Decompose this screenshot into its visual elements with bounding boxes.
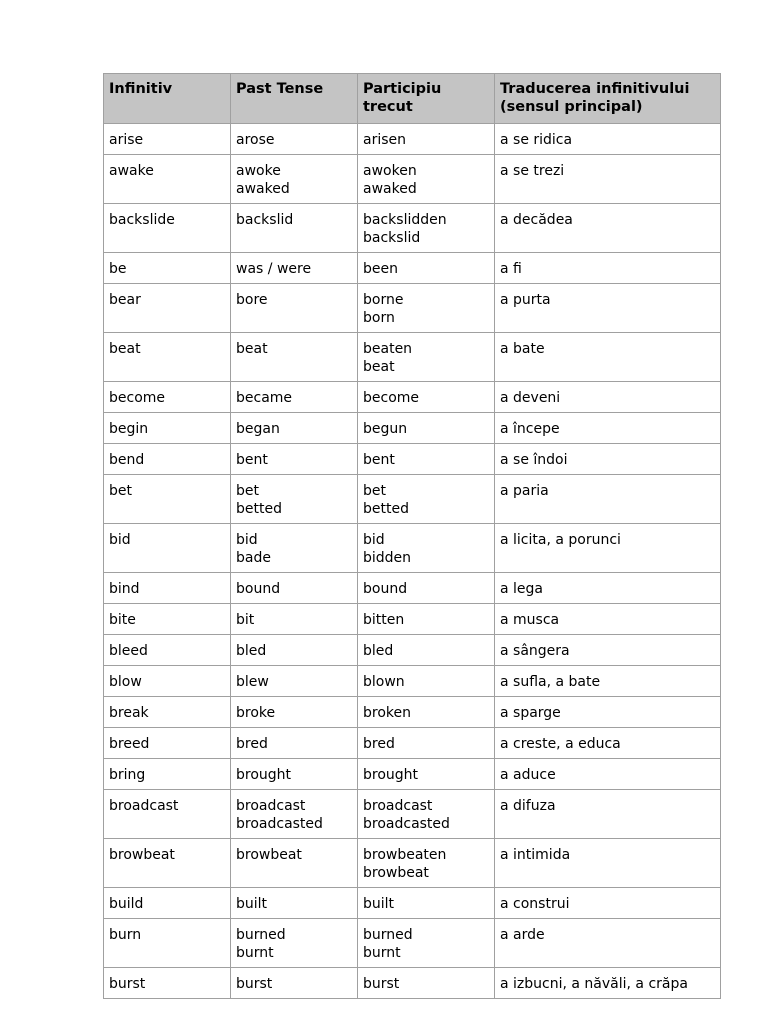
cell-text: blown [363,674,405,690]
cell-past-tense [231,204,358,253]
cell-text: a intimida [500,847,571,863]
cell-text: burn [109,927,142,943]
cell-text: became [236,390,293,406]
cell-text: backslid [236,212,294,228]
cell-past-participle [358,635,495,666]
cell-text: become [109,390,166,406]
cell-text: bred [236,736,268,752]
cell-infinitive [104,919,231,968]
cell-text: a se trezi [500,163,565,179]
cell-text: awaked [236,181,290,197]
cell-text: bet [236,483,259,499]
cell-text: a sufla, a bate [500,674,601,690]
cell-past-participle [358,253,495,284]
cell-text: brought [236,767,292,783]
cell-past-participle [358,524,495,573]
cell-text: a aduce [500,767,556,783]
cell-infinitive [104,697,231,728]
cell-infinitive [104,666,231,697]
cell-text: burst [109,976,146,992]
cell-text: burned [363,927,413,943]
cell-text: blew [236,674,269,690]
cell-text: began [236,421,280,437]
cell-text: be [109,261,127,277]
table-row [104,204,720,253]
cell-infinitive [104,728,231,759]
cell-past-participle [358,124,495,155]
cell-text: beat [236,341,268,357]
cell-infinitive [104,635,231,666]
cell-text: bet [363,483,386,499]
column-header-past-tense [231,74,358,124]
cell-text: bet [109,483,132,499]
cell-text: bent [363,452,395,468]
cell-past-tense [231,697,358,728]
cell-text: become [363,390,420,406]
cell-text: a izbucni, a năvăli, a crăpa [500,976,688,992]
cell-text: bent [236,452,268,468]
cell-infinitive [104,475,231,524]
irregular-verbs-table [103,73,721,999]
cell-past-participle [358,728,495,759]
cell-past-participle [358,333,495,382]
cell-text: arisen [363,132,407,148]
cell-text: arise [109,132,144,148]
cell-text: burst [363,976,400,992]
cell-infinitive [104,204,231,253]
cell-text: bid [363,532,385,548]
cell-translation [495,444,720,475]
table-row [104,524,720,573]
cell-text: betted [363,501,409,517]
cell-text: built [236,896,268,912]
table-header [104,74,720,124]
cell-past-tense [231,604,358,635]
table-row [104,635,720,666]
cell-text: bound [236,581,281,597]
cell-text: a difuza [500,798,556,814]
cell-text: arose [236,132,275,148]
table-row [104,728,720,759]
cell-text: a lega [500,581,543,597]
cell-text: bear [109,292,141,308]
cell-text: awake [109,163,154,179]
table-row [104,413,720,444]
cell-past-tense [231,573,358,604]
column-header-past-participle [358,74,495,124]
cell-infinitive [104,968,231,998]
column-header-infinitive [104,74,231,124]
cell-text: a paria [500,483,549,499]
cell-text: brought [363,767,419,783]
column-header-text: Traducerea infinitivului [500,81,690,97]
cell-past-participle [358,573,495,604]
cell-translation [495,604,720,635]
cell-text: bitten [363,612,405,628]
cell-past-participle [358,284,495,333]
table-row [104,839,720,888]
cell-text: broadcast [363,798,433,814]
cell-infinitive [104,839,231,888]
cell-past-tense [231,284,358,333]
cell-text: bidden [363,550,412,566]
cell-past-participle [358,790,495,839]
cell-text: begin [109,421,149,437]
cell-text: bite [109,612,136,628]
cell-past-participle [358,413,495,444]
column-header-text: Past Tense [236,81,324,97]
cell-translation [495,839,720,888]
cell-text: broadcasted [236,816,323,832]
cell-text: browbeat [236,847,302,863]
cell-text: beat [109,341,141,357]
column-header-translation [495,74,720,124]
cell-translation [495,382,720,413]
cell-text: a sângera [500,643,570,659]
cell-past-tense [231,888,358,919]
cell-text: a construi [500,896,570,912]
cell-past-participle [358,839,495,888]
cell-text: broken [363,705,411,721]
table-row [104,253,720,284]
cell-past-tense [231,839,358,888]
cell-text: beaten [363,341,413,357]
cell-translation [495,790,720,839]
cell-past-tense [231,155,358,204]
table-row [104,444,720,475]
cell-text: backslide [109,212,175,228]
cell-infinitive [104,284,231,333]
cell-text: burst [236,976,273,992]
cell-text: betted [236,501,282,517]
cell-past-tense [231,919,358,968]
cell-infinitive [104,444,231,475]
cell-text: a decădea [500,212,573,228]
cell-text: browbeaten [363,847,447,863]
cell-text: bade [236,550,271,566]
cell-text: begun [363,421,408,437]
cell-past-tense [231,475,358,524]
cell-past-participle [358,968,495,998]
table-row [104,284,720,333]
cell-past-participle [358,604,495,635]
cell-past-participle [358,155,495,204]
cell-text: a începe [500,421,560,437]
cell-text: bid [109,532,131,548]
table-row [104,697,720,728]
cell-text: backslidden [363,212,447,228]
table-row [104,124,720,155]
table-row [104,573,720,604]
cell-past-tense [231,413,358,444]
cell-text: bound [363,581,408,597]
cell-translation [495,635,720,666]
cell-past-tense [231,253,358,284]
cell-text: build [109,896,144,912]
cell-text: bit [236,612,255,628]
header-row [104,74,720,124]
cell-past-tense [231,728,358,759]
cell-infinitive [104,759,231,790]
cell-infinitive [104,524,231,573]
table-row [104,968,720,998]
cell-text: beat [363,359,395,375]
cell-text: was / were [236,261,312,277]
cell-text: born [363,310,395,326]
cell-translation [495,573,720,604]
cell-translation [495,284,720,333]
cell-translation [495,413,720,444]
cell-text: bid [236,532,258,548]
cell-infinitive [104,604,231,635]
cell-text: break [109,705,149,721]
cell-past-participle [358,759,495,790]
cell-past-tense [231,382,358,413]
column-header-text: Infinitiv [109,81,173,97]
cell-past-participle [358,666,495,697]
cell-infinitive [104,124,231,155]
cell-text: a deveni [500,390,561,406]
cell-translation [495,728,720,759]
cell-translation [495,697,720,728]
cell-text: awaked [363,181,417,197]
cell-past-tense [231,968,358,998]
cell-translation [495,253,720,284]
table-row [104,666,720,697]
cell-text: a fi [500,261,522,277]
cell-text: a se îndoi [500,452,568,468]
table-row [104,382,720,413]
cell-text: awoke [236,163,281,179]
cell-text: a creste, a educa [500,736,621,752]
cell-text: a purta [500,292,551,308]
cell-past-tense [231,124,358,155]
table-body [104,124,720,998]
cell-text: bled [363,643,394,659]
cell-text: blow [109,674,142,690]
cell-translation [495,155,720,204]
cell-past-tense [231,635,358,666]
cell-infinitive [104,333,231,382]
cell-text: bred [363,736,395,752]
cell-past-tense [231,759,358,790]
cell-past-participle [358,382,495,413]
cell-text: broke [236,705,276,721]
cell-text: bore [236,292,268,308]
cell-past-tense [231,333,358,382]
table-row [104,475,720,524]
cell-text: a se ridica [500,132,573,148]
cell-text: burnt [363,945,401,961]
cell-past-participle [358,204,495,253]
table-row [104,888,720,919]
cell-text: a bate [500,341,545,357]
cell-infinitive [104,253,231,284]
cell-past-participle [358,475,495,524]
cell-past-tense [231,666,358,697]
cell-text: browbeat [363,865,429,881]
table-row [104,790,720,839]
cell-text: a arde [500,927,545,943]
cell-past-participle [358,697,495,728]
cell-text: burned [236,927,286,943]
table-row [104,333,720,382]
cell-text: been [363,261,398,277]
table-row [104,604,720,635]
cell-past-tense [231,444,358,475]
cell-past-tense [231,790,358,839]
cell-translation [495,759,720,790]
column-header-text: (sensul principal) [500,99,643,115]
cell-past-participle [358,888,495,919]
cell-text: browbeat [109,847,175,863]
cell-text: borne [363,292,404,308]
cell-translation [495,968,720,998]
column-header-text: Participiu [363,81,442,97]
cell-text: a licita, a porunci [500,532,621,548]
cell-translation [495,919,720,968]
cell-translation [495,475,720,524]
cell-text: bring [109,767,146,783]
cell-text: burnt [236,945,274,961]
table-row [104,155,720,204]
cell-text: bleed [109,643,148,659]
cell-infinitive [104,155,231,204]
verb-table-container [103,73,719,999]
cell-text: broadcast [109,798,179,814]
cell-text: bind [109,581,140,597]
cell-translation [495,124,720,155]
cell-text: a sparge [500,705,561,721]
cell-infinitive [104,413,231,444]
cell-translation [495,888,720,919]
cell-text: broadcasted [363,816,450,832]
cell-infinitive [104,382,231,413]
cell-infinitive [104,790,231,839]
cell-translation [495,666,720,697]
cell-past-tense [231,524,358,573]
cell-text: awoken [363,163,417,179]
cell-translation [495,524,720,573]
cell-infinitive [104,573,231,604]
cell-translation [495,333,720,382]
table-row [104,919,720,968]
cell-text: breed [109,736,150,752]
cell-text: broadcast [236,798,306,814]
cell-past-participle [358,444,495,475]
cell-infinitive [104,888,231,919]
cell-translation [495,204,720,253]
cell-text: a musca [500,612,560,628]
cell-past-participle [358,919,495,968]
cell-text: built [363,896,395,912]
cell-text: bled [236,643,267,659]
cell-text: bend [109,452,145,468]
cell-text: backslid [363,230,421,246]
table-row [104,759,720,790]
column-header-text: trecut [363,99,413,115]
